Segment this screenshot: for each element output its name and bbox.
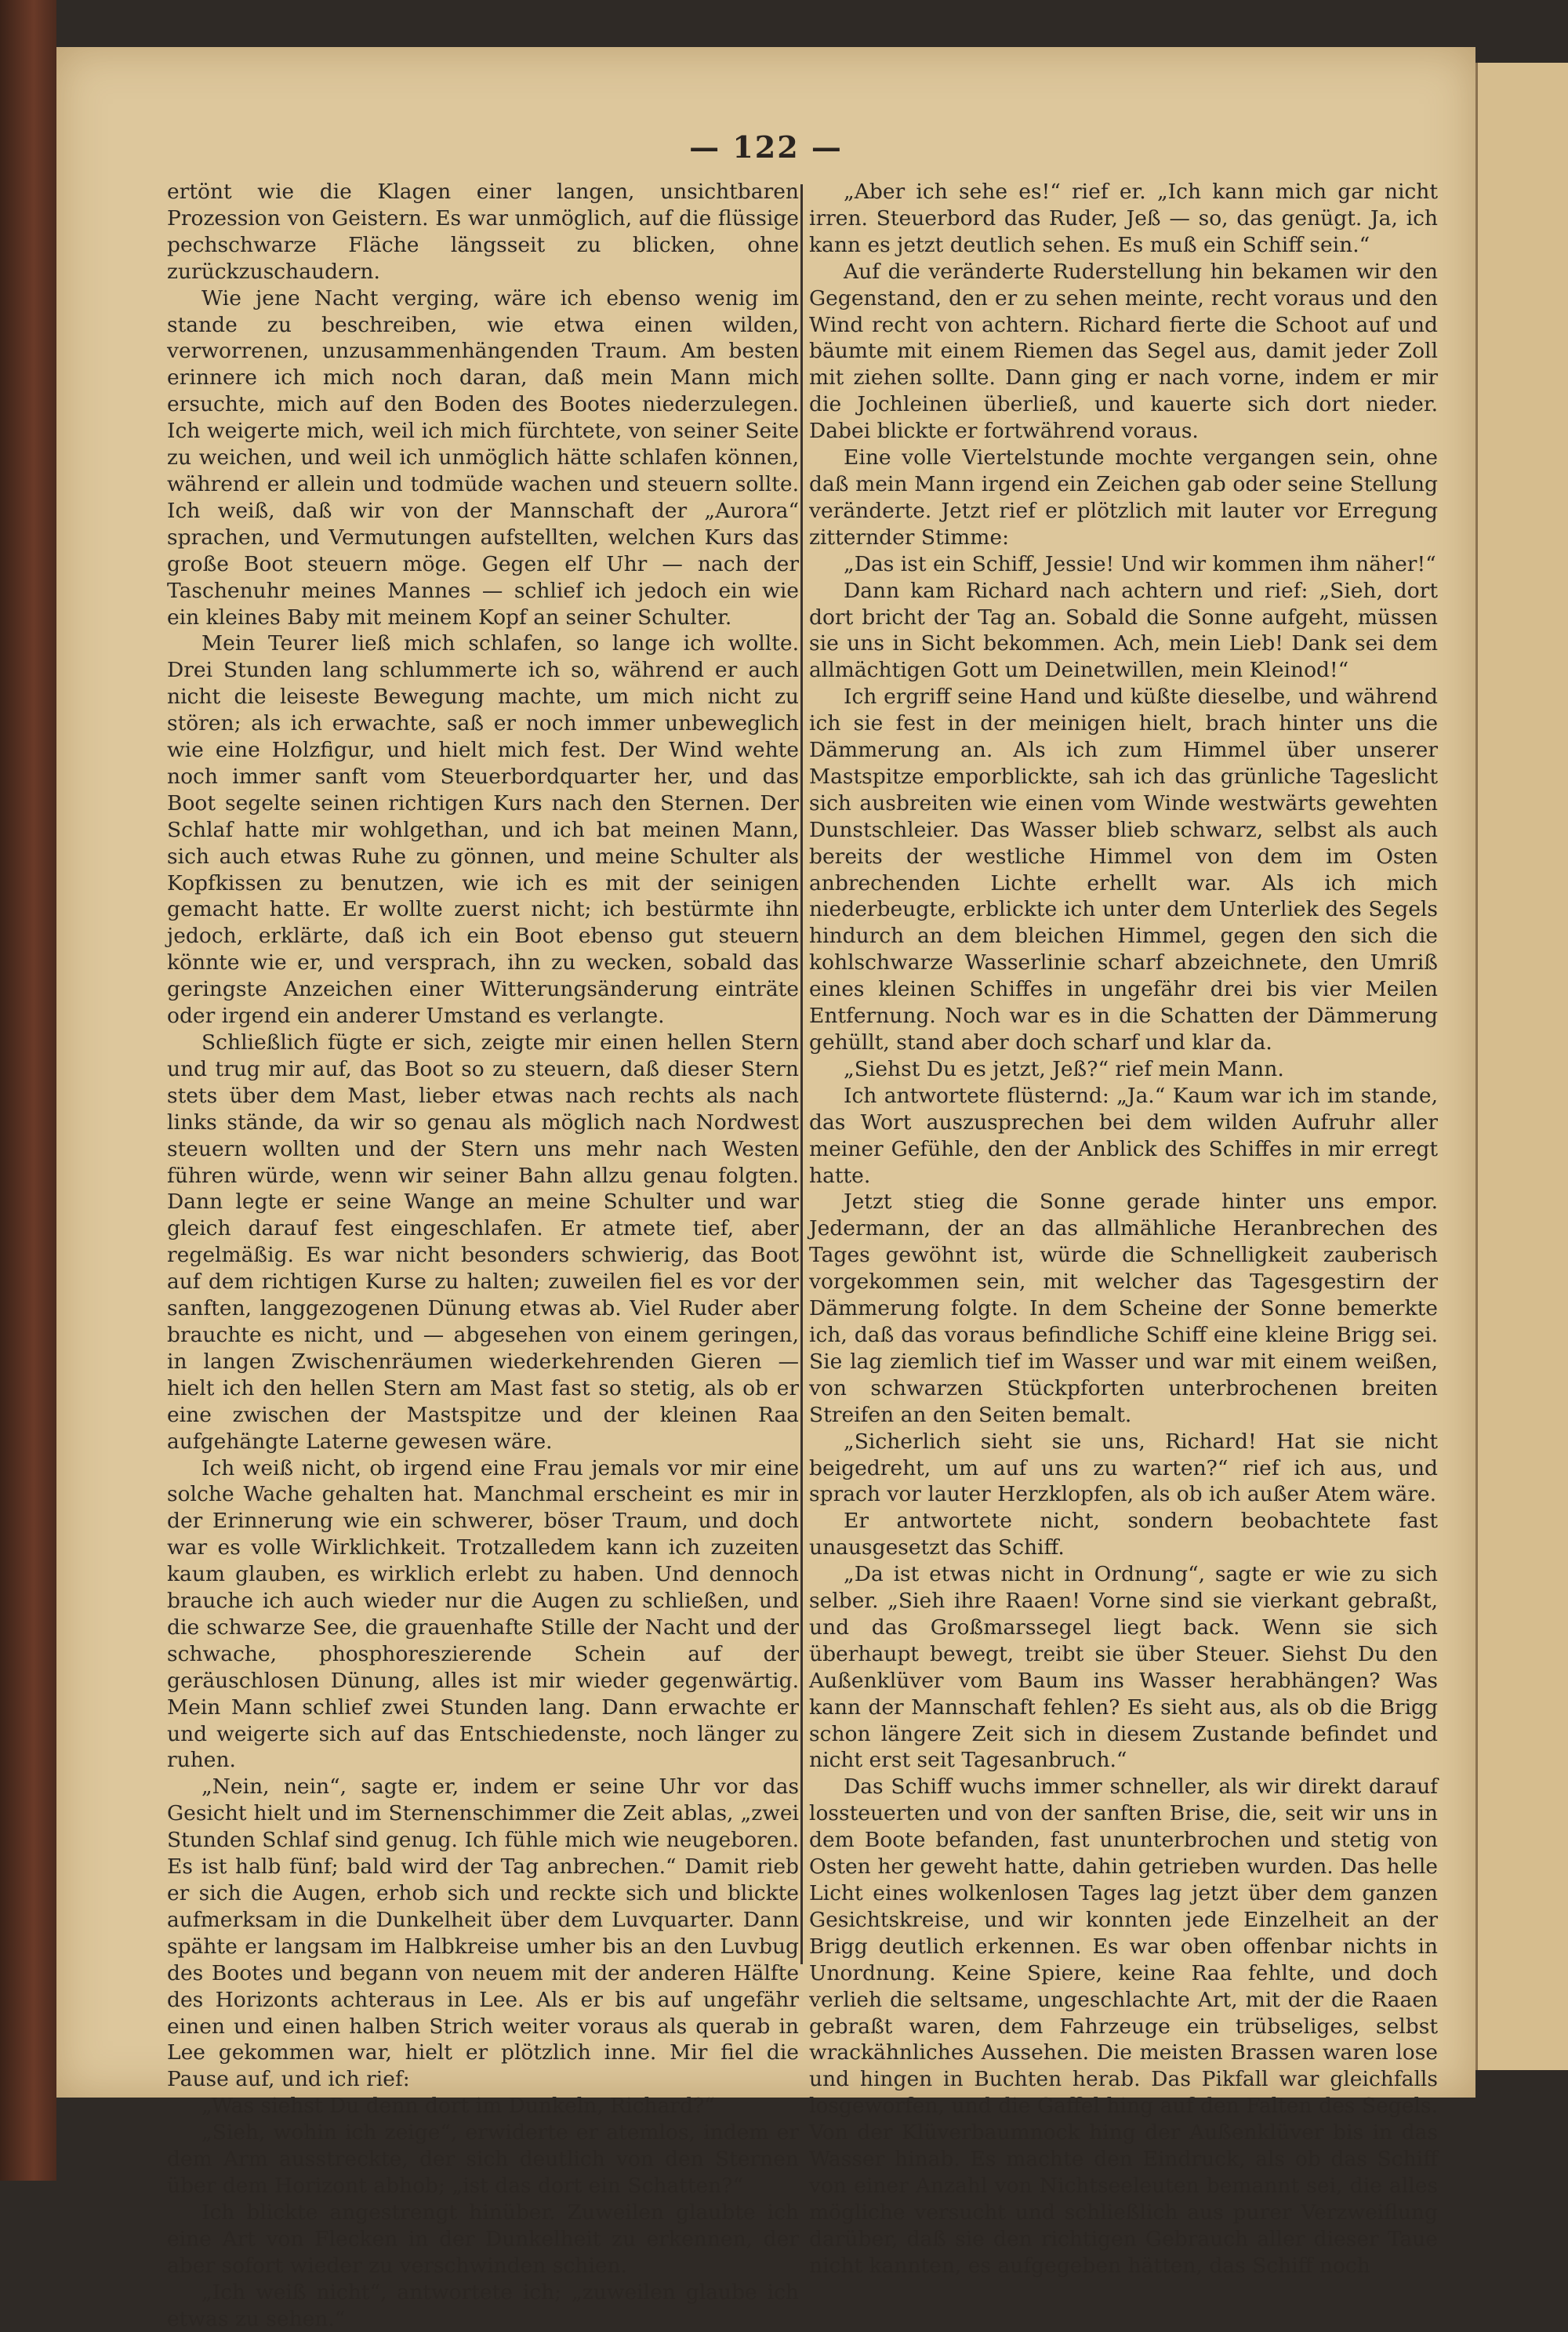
left-column: [167, 179, 799, 2332]
column-divider: [800, 184, 803, 1964]
page-number: — 122 —: [689, 129, 843, 165]
paragraph: „Das ist ein Schiff, Jessie! Und wir kommen ihm näher!“: [844, 551, 1436, 576]
paragraph: Dann kam Richard nach achtern und rief: „Sieh, dort dort bricht der Tag an. Sobald die Sonne aufgeht, müssen sie uns in Sicht bekommen. Ach, mein Lieb! Dank sei dem allmächtigen Gott um Deinetwillen, mein Kleinod!“: [809, 578, 1438, 683]
paragraph: „Ich weiß nicht“, antwortete ich; „zuweilen glaube ich etwas zu sehen.“: [167, 2279, 799, 2331]
paragraph: Auf die veränderte Ruderstellung hin bekamen wir den Gegenstand, den er zu sehen meinte, recht voraus und den Wind recht von achtern. Richard fierte die Schoot auf und bäumte mit einem Riemen das Segel aus, damit jeder Zoll mit ziehen sollte. Dann ging er nach vorne, indem er mir die Jochleinen überließ, und kauerte sich dort nieder. Dabei blickte er fortwährend voraus.: [809, 259, 1438, 444]
paragraph: „Da ist etwas nicht in Ordnung“, sagte er wie zu sich selber. „Sieh ihre Raaen! Vorne sind sie vierkant gebraßt, und das Großmarssegel liegt back. Wenn sie sich überhaupt bewegt, treibt sie über Steuer. Siehst Du den Außenklüver vom Baum ins Wasser herabhängen? Was kann der Mannschaft fehlen? Es sieht aus, als ob die Brigg schon längere Zeit sich in diesem Zustande befindet und nicht erst seit Tagesanbruch.“: [809, 1562, 1438, 1773]
paragraph: Jetzt stieg die Sonne gerade hinter uns empor. Jedermann, der an das allmähliche Heranbrechen des Tages gewöhnt ist, würde die Schnelligkeit zauberisch vorgekommen sein, mit welcher das Tagesgestirn der Dämmerung folgte. In dem Scheine der Sonne bemerkte ich, daß das voraus befindliche Schiff eine kleine Brigg sei. Sie lag ziemlich tief im Wasser und war mit einem weißen, von schwarzen Stückpforten unterbrochenen breiten Streifen an den Seiten bemalt.: [809, 1190, 1438, 1427]
paragraph: Ich antwortete flüsternd: „Ja.“ Kaum war ich im stande, das Wort auszusprechen bei dem wilden Aufruhr aller meiner Gefühle, den der Anblick des Schiffes in mir erregt hatte.: [809, 1083, 1438, 1188]
paragraph: „Was siehst Du denn dort im Dunkeln, Richard?“: [201, 2094, 715, 2119]
paragraph: Wie jene Nacht verging, wäre ich ebenso wenig im stande zu beschreiben, wie etwa einen wilden, verworrenen, unzusammenhängenden Traum. Am besten erinnere ich mich noch daran, daß mein Mann mich ersuchte, mich auf den Boden des Bootes niederzulegen. Ich weigerte mich, weil ich mich fürchtete, von seiner Seite zu weichen, und weil ich unmöglich hätte schlafen können, während er allein und todmüde wachen und steuern sollte. Ich weiß, daß wir von der Mannschaft der „Aurora“ sprachen, und Vermutungen aufstellten, welchen Kurs das große Boot steuern möge. Gegen elf Uhr — nach der Taschenuhr meines Mannes — schlief ich jedoch ein wie ein kleines Baby mit meinem Kopf an seiner Schulter.: [167, 285, 799, 630]
paragraph: „Siehst Du es jetzt, Jeß?“ rief mein Mann.: [844, 1056, 1284, 1081]
paragraph: ertönt wie die Klagen einer langen, unsichtbaren Prozession von Geistern. Es war unmöglich, auf die flüssige pechschwarze Fläche längsseit zu blicken, ohne zurückzuschaudern.: [167, 180, 799, 284]
paragraph: Ich ergriff seine Hand und küßte dieselbe, und während ich sie fest in der meinigen hielt, brach hinter uns die Dämmerung an. Als ich zum Himmel über unserer Mastspitze emporblickte, sah ich das grünliche Tageslicht sich ausbreiten wie einen vom Winde westwärts gewehten Dunstschleier. Das Wasser blieb schwarz, selbst als auch bereits der westliche Himmel von dem im Osten anbrechenden Lichte erhellt war. Als ich mich niederbeugte, erblickte ich unter dem Unterliek des Segels hindurch an dem bleichen Himmel, gegen den sich die kohlschwarze Wasserlinie scharf abzeichnete, den Umriß eines kleinen Schiffes in ungefähr drei bis vier Meilen Entfernung. Noch war es in die Schatten der Dämmerung gehüllt, stand aber doch scharf und klar da.: [809, 685, 1438, 1055]
paragraph: „Sieh, wohin ich zeige“, erwiderte er atemlos, indem er dem Arm ausstreckte, der sich deutlich von den Sternen über dem Horizont abhob; „ist das dort ein Schatten?“: [167, 2120, 799, 2198]
paragraph: „Nein, nein“, sagte er, indem er seine Uhr vor das Gesicht hielt und im Sternenschimmer die Zeit ablas, „zwei Stunden Schlaf sind genug. Ich fühle mich wie neugeboren. Es ist halb fünf; bald wird der Tag anbrechen.“ Damit rieb er sich die Augen, erhob sich und reckte sich und blickte aufmerksam in die Dunkelheit über dem Luvquarter. Dann spähte er langsam im Halbkreise umher bis an den Luvbug des Bootes und begann von neuem mit der anderen Hälfte des Horizonts achteraus in Lee. Als er bis auf ungefähr einen und einen halben Strich weiter voraus als querab in Lee gekommen war, hielt er plötzlich inne. Mir fiel die Pause auf, und ich rief:: [167, 1774, 799, 2092]
paragraph: Mein Teurer ließ mich schlafen, so lange ich wollte. Drei Stunden lang schlummerte ich so, während er auch nicht die leiseste Bewegung machte, um mich nicht zu stören; als ich erwachte, saß er noch immer unbeweglich wie eine Holzfigur, und hielt mich fest. Der Wind wehte noch immer sanft vom Steuerbordquarter her, und das Boot segelte seinen richtigen Kurs nach den Sternen. Der Schlaf hatte mir wohlgethan, und ich bat meinen Mann, sich auch etwas Ruhe zu gönnen, und meine Schulter als Kopfkissen zu benutzen, wie ich es mit der seinigen gemacht hatte. Er wollte zuerst nicht; ich bestürmte ihn jedoch, erklärte, daß ich ein Boot ebenso gut steuern könnte wie er, und versprach, ihn zu wecken, sobald das geringste Anzeichen einer Witterungsänderung einträte oder irgend ein anderer Umstand es verlangte.: [167, 631, 799, 1029]
paragraph: Ich weiß nicht, ob irgend eine Frau jemals vor mir eine solche Wache gehalten hat. Manchmal erscheint es mir in der Erinnerung wie ein schwerer, böser Traum, und doch war es volle Wirklichkeit. Trotzalledem kann ich zuzeiten kaum glauben, es wirklich erlebt zu haben. Und dennoch brauche ich auch wieder nur die Augen zu schließen, und die schwarze See, die grauenhafte Stille der Nacht und der schwache, phosphoreszierende Schein auf der geräuschlosen Dünung, alles ist mir wieder gegenwärtig. Mein Mann schlief zwei Stunden lang. Dann erwachte er und weigerte sich auf das Entschiedenste, noch länger zu ruhen.: [167, 1455, 799, 1773]
book-binding: [0, 0, 56, 2181]
paragraph: Schließlich fügte er sich, zeigte mir einen hellen Stern und trug mir auf, das Boot so zu steuern, daß dieser Stern stets über dem Mast, lieber etwas nach rechts als nach links stände, da wir so genau als möglich nach Nordwest steuern wollten und der Stern uns mehr nach Westen führen würde, wenn wir seiner Bahn allzu genau folgten. Dann legte er seine Wange an meine Schulter und war gleich darauf fest eingeschlafen. Er atmete tief, aber regelmäßig. Es war nicht besonders schwierig, das Boot auf dem richtigen Kurse zu halten; zuweilen fiel es vor der sanften, langgezogenen Dünung etwas ab. Viel Ruder aber brauchte es nicht, und — abgesehen von einem geringen, in langen Zwischenräumen wiederkehrenden Gieren — hielt ich den hellen Stern am Mast fast so stetig, als ob er eine zwischen der Mastspitze und der kleinen Raa aufgehängte Laterne gewesen wäre.: [167, 1030, 799, 1454]
book-page: [56, 47, 1475, 2331]
paragraph: „Sicherlich sieht sie uns, Richard! Hat sie nicht beigedreht, um auf uns zu warten?“ rief ich aus, und sprach vor lauter Herzklopfen, als ob ich außer Atem wäre.: [809, 1429, 1438, 1507]
paragraph: Eine volle Viertelstunde mochte vergangen sein, ohne daß mein Mann irgend ein Zeichen gab oder seine Stellung veränderte. Jetzt rief er plötzlich mit lauter vor Erregung zitternder Stimme:: [809, 445, 1438, 550]
paragraph: „Aber ich sehe es!“ rief er. „Ich kann mich gar nicht irren. Steuerbord das Ruder, Jeß — so, das genügt. Ja, ich kann es jetzt deutlich sehen. Es muß ein Schiff sein.“: [809, 180, 1438, 257]
right-column: [809, 179, 1438, 2279]
paragraph: Das Schiff wuchs immer schneller, als wir direkt darauf lossteuerten und von der sanften Brise, die, seit wir uns in dem Boote befanden, fast ununterbrochen und stetig von Osten her geweht hatte, dahin getrieben wurden. Das helle Licht eines wolkenlosen Tages lag jetzt über dem ganzen Gesichtskreise, und wir konnten jede Einzelheit an der Brigg deutlich erkennen. Es war oben offenbar nichts in Unordnung. Keine Spiere, keine Raa fehlte, und doch verlieh die seltsame, ungeschlachte Art, mit der die Raaen gebraßt waren, dem Fahrzeuge ein trübseliges, selbst wrackähnliches Aussehen. Die meisten Brassen waren lose und hingen in Buchten herab. Das Pikfall war gleichfalls losgeworfen, und die Gaffel hing auf den Falten des Segels. Von der Klüverbaumnock hing der Außenklüver bis in das Wasser hinab. Es machte den Eindruck, als ob das Schiff von einer Anzahl von Nichtseeleuten bemannt sei, die alles mögliche versucht und schließlich aus purer Verzweiflung darüber, daß sie den richtigen Gebrauch aller dieser Taue nicht kannten, es aufgegeben hätten, das Schiff noch: [809, 1774, 1438, 2278]
adjacent-page-edge: [1475, 63, 1568, 2070]
paragraph: Ich blickte angestrengt hinüber. Zuweilen glaubte ich eine Art von Flecken in der Dunkelheit zu erkennen, der aber sofort wieder zu verschwinden schien.: [167, 2199, 799, 2278]
paragraph: Er antwortete nicht, sondern beobachtete fast unausgesetzt das Schiff.: [809, 1509, 1438, 1560]
